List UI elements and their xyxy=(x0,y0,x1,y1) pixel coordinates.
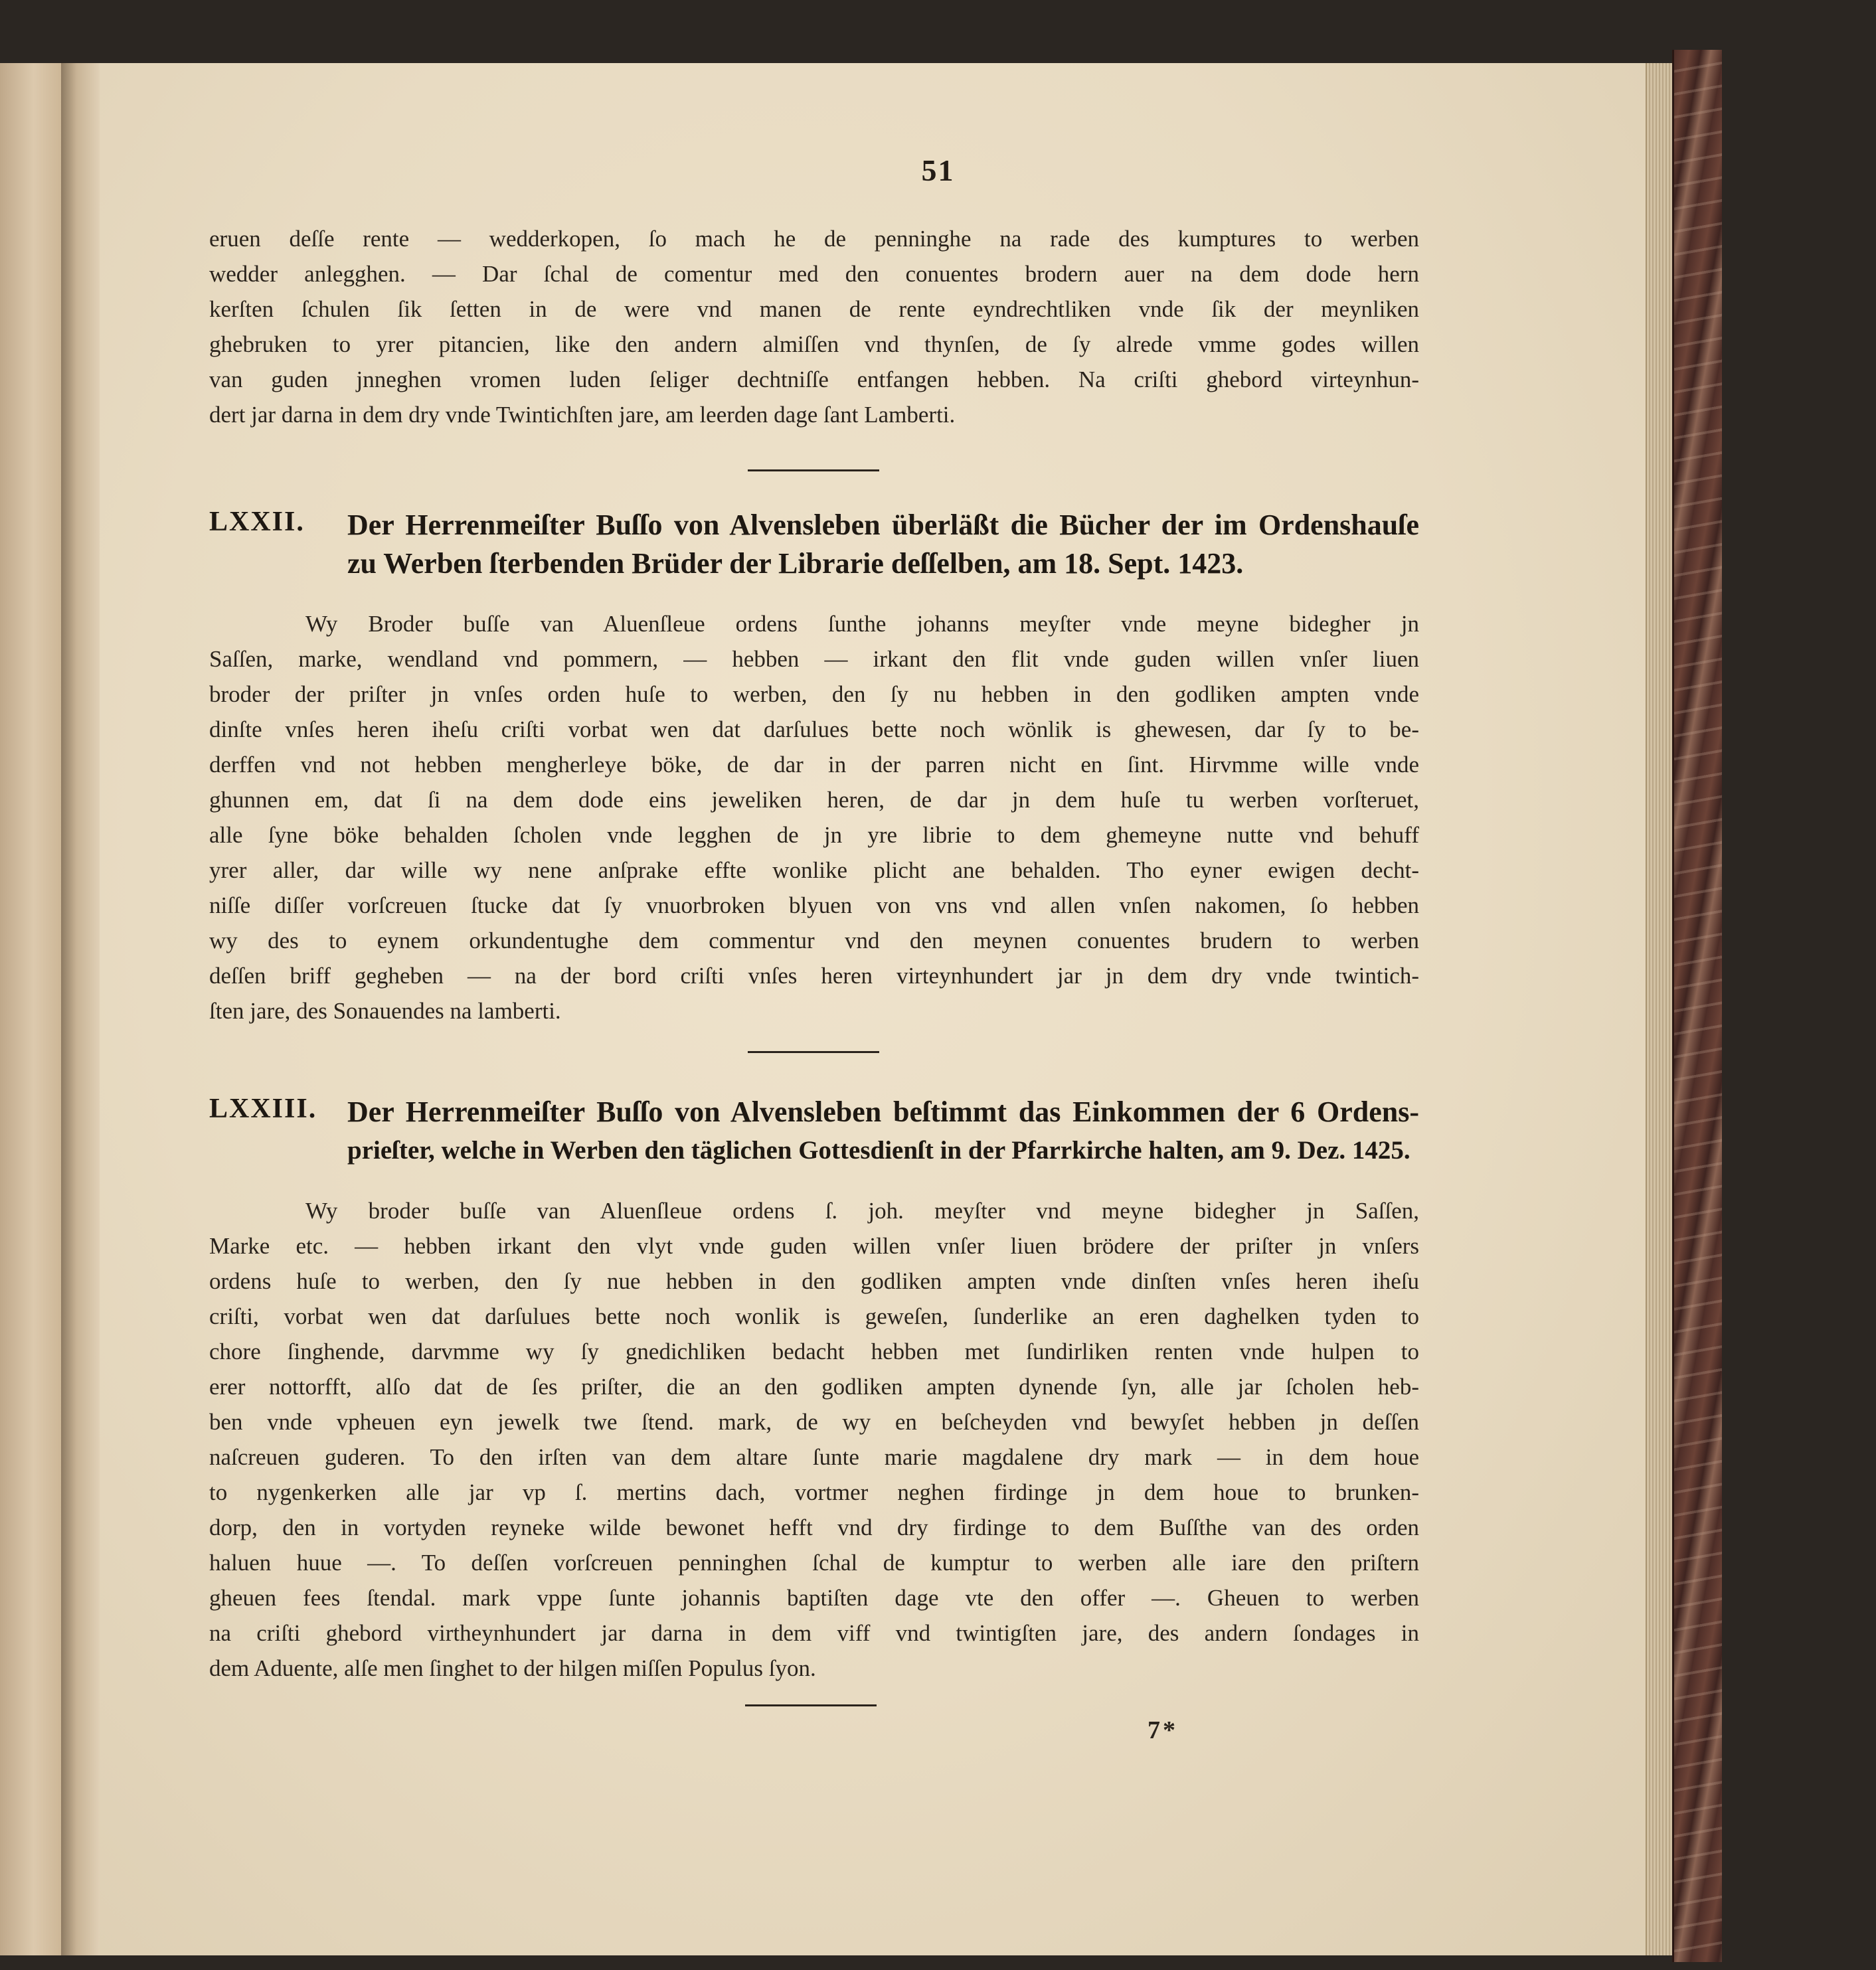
title-line: zu Werben ſterbenden Brüder der Librarie deſſelben, am 18. Sept. 1423. xyxy=(347,547,1244,580)
text-line: eruen deſſe rente — wedderkopen, ſo mach he de penninghe na rade des kumptures to werben xyxy=(209,226,1419,252)
marbled-binding xyxy=(1672,50,1722,1962)
section-73-body xyxy=(209,1193,1419,1686)
section-73-heading xyxy=(209,1093,1419,1173)
text-line: dinſte vnſes heren iheſu criſti vorbat wen dat darſulues bette noch wönlik is ghewesen, dar ſy to be- xyxy=(209,716,1419,742)
text-line: Wy broder buſſe van Aluenſleue ordens ſ. joh. meyſter vnd meyne bidegher jn Saſſen, xyxy=(305,1198,1419,1224)
text-line: ben vnde vpheuen eyn jewelk twe ſtend. mark, de wy en beſcheyden vnd bewyſet hebben jn deſſen xyxy=(209,1409,1419,1435)
text-line: haluen huue —. To deſſen vorſcreuen penninghen ſchal de kumptur to werben alle iare den priſtern xyxy=(209,1550,1419,1576)
section-number: LXXII. xyxy=(209,507,305,537)
title-line: Der Herrenmeiſter Buſſo von Alvensleben beſtimmt das Einkommen der 6 Ordens- xyxy=(347,1096,1419,1128)
left-page-edge xyxy=(0,63,62,1955)
section-72-body xyxy=(209,606,1419,1028)
title-line: Der Herrenmeiſter Buſſo von Alvensleben überläßt die Bücher der im Ordenshauſe xyxy=(347,509,1419,541)
text-line: to nygenkerken alle jar vp ſ. mertins dach, vortmer neghen firdinge jn dem houe to brunken- xyxy=(209,1479,1419,1505)
text-line: dem Aduente, alſe men ſinghet to der hilgen miſſen Populus ſyon. xyxy=(209,1655,816,1681)
text-line: Saſſen, marke, wendland vnd pommern, — hebben — irkant den flit vnde guden willen vnſer liuen xyxy=(209,646,1419,672)
intro-paragraph xyxy=(209,221,1419,432)
intro-text xyxy=(209,221,1419,432)
signature-mark: 7* xyxy=(1148,1716,1178,1744)
text-line: ſten jare, des Sonauendes na lamberti. xyxy=(209,998,561,1024)
text-line: deſſen briff gegheben — na der bord criſti vnſes heren virteynhundert jar jn dem dry vnde twintich- xyxy=(209,963,1419,989)
text-line: dert jar darna in dem dry vnde Twintichſten jare, am leerden dage ſant Lamberti. xyxy=(209,402,956,428)
text-line: naſcreuen guderen. To den irſten van dem altare ſunte marie magdalene dry mark — in dem houe xyxy=(209,1444,1419,1470)
text-line: gheuen fees ſtendal. mark vppe ſunte johannis baptiſten dage vte den offer —. Gheuen to werben xyxy=(209,1585,1419,1611)
text-line: wedder anlegghen. — Dar ſchal de comentur med den conuentes brodern auer na dem dode hern xyxy=(209,261,1419,287)
text-line: niſſe diſſer vorſcreuen ſtucke dat ſy vnuorbroken blyuen von vns vnd allen vnſen nakomen, ſo hebben xyxy=(209,892,1419,918)
text-line: Marke etc. — hebben irkant den vlyt vnde guden willen vnſer liuen brödere der priſter jn vnſers xyxy=(209,1233,1419,1259)
section-text xyxy=(209,1193,1419,1686)
text-line: ghunnen em, dat ſi na dem dode eins jeweliken heren, de dar jn dem huſe tu werben vorſteruet, xyxy=(209,787,1419,813)
section-divider xyxy=(748,469,879,471)
text-line: ordens huſe to werben, den ſy nue hebben in den godliken ampten vnde dinſten vnſes heren iheſu xyxy=(209,1268,1419,1294)
text-line: ghebruken to yrer pitancien, like den andern almiſſen vnd thynſen, de ſy alrede vmme godes willen xyxy=(209,331,1419,357)
text-line: broder der priſter jn vnſes orden huſe to werben, den ſy nu hebben in den godliken ampten vnde xyxy=(209,681,1419,707)
section-title xyxy=(347,1093,1419,1170)
text-line: chore ſinghende, darvmme wy ſy gnedichliken bedacht hebben met ſundirliken renten vnde hulpen to xyxy=(209,1339,1419,1364)
text-line: criſti, vorbat wen dat darſulues bette noch wonlik is geweſen, ſunderlike an eren daghelken tyden to xyxy=(209,1303,1419,1329)
section-text xyxy=(209,606,1419,1028)
title-line: prieſter, welche in Werben den täglichen Gottesdienſt in der Pfarrkirche halten, am 9. Dez. 1425. xyxy=(347,1136,1410,1165)
text-line: alle ſyne böke behalden ſcholen vnde legghen de jn yre librie to dem ghemeyne nutte vnd behuff xyxy=(209,822,1419,848)
section-divider xyxy=(745,1704,877,1706)
section-72-heading xyxy=(209,506,1419,586)
book-gutter xyxy=(61,63,100,1955)
section-title xyxy=(347,506,1419,583)
text-line: Wy Broder buſſe van Aluenſleue ordens ſunthe johanns meyſter vnde meyne bidegher jn xyxy=(305,611,1419,637)
text-line: wy des to eynem orkundentughe dem commentur vnd den meynen conuentes brudern to werben xyxy=(209,928,1419,953)
text-line: yrer aller, dar wille wy nene anſprake effte wonlike plicht ane behalden. Tho eyner ewigen decht- xyxy=(209,857,1419,883)
page-block-edges xyxy=(1646,63,1673,1955)
text-line: na criſti ghebord virtheynhundert jar darna in dem viff vnd twintigſten jare, des andern ſondages in xyxy=(209,1620,1419,1646)
section-number: LXXIII. xyxy=(209,1094,317,1124)
text-line: dorp, den in vortyden reyneke wilde bewonet hefft vnd dry firdinge to dem Buſſthe van des orden xyxy=(209,1515,1419,1540)
section-divider xyxy=(748,1051,879,1053)
text-line: derffen vnd not hebben mengherleye böke, de dar in der parren nicht en ſint. Hirvmme wille vnde xyxy=(209,752,1419,778)
text-line: erer nottorfft, alſo dat de ſes priſter, die an den godliken ampten dynende ſyn, alle jar ſcholen heb- xyxy=(209,1374,1419,1400)
page-number: 51 xyxy=(921,153,955,187)
text-line: van guden jnneghen vromen luden ſeliger dechtniſſe entfangen hebben. Na criſti ghebord virteynhun- xyxy=(209,367,1419,392)
text-line: kerſten ſchulen ſik ſetten in de were vnd manen de rente eyndrechtliken vnde ſik der meynliken xyxy=(209,296,1419,322)
